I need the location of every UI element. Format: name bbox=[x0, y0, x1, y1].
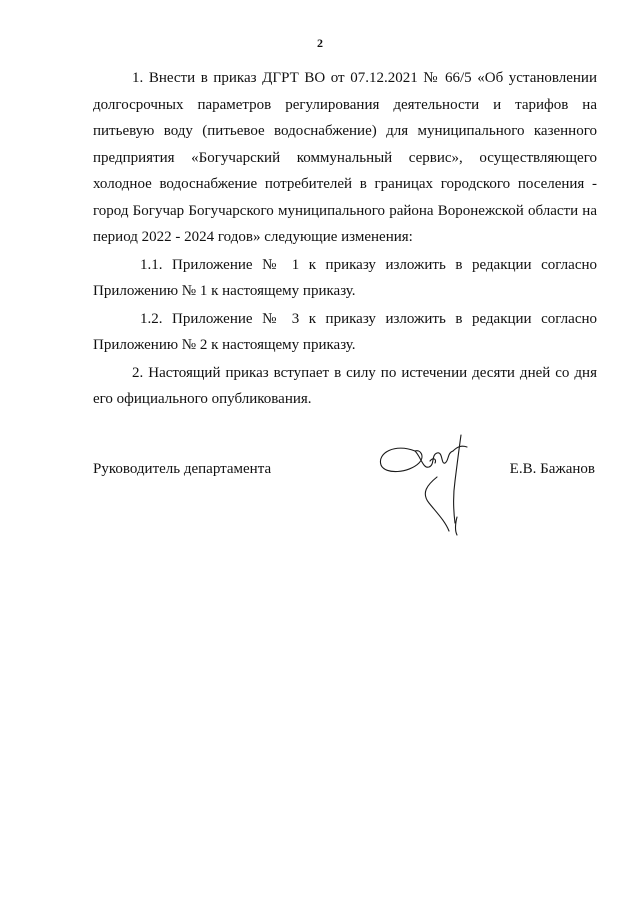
page-number: 2 bbox=[317, 36, 323, 50]
signature-block bbox=[93, 461, 597, 561]
paragraph-1: 1. Внести в приказ ДГРТ ВО от 07.12.2021 № 66/5 «Об установлении долгосрочных параметров регулирования деятельности и тарифов на питьевую воду (питьевое водоснабжение) для муниципального казенного предприятия «Богучарский коммунальный сервис», осуществляющего холодное водоснабжение потребителей в границах городского поселения - город Богучар Богучарского муниципального района Воронежской области на период 2022 - 2024 годов» следующие изменения: bbox=[93, 70, 597, 245]
paragraph-2: 2. Настоящий приказ вступает в силу по истечении десяти дней со дня его официального опубликования. bbox=[93, 364, 597, 407]
signer-title: Руководитель департамента bbox=[93, 461, 272, 477]
paragraph-1-1: 1.1. Приложение № 1 к приказу изложить в редакции согласно Приложению № 1 к настоящему приказу. bbox=[93, 256, 597, 299]
signer-name: Е.В. Бажанов bbox=[509, 461, 595, 477]
handwritten-signature-icon bbox=[375, 433, 485, 538]
document-body bbox=[93, 65, 597, 413]
paragraph-1-2: 1.2. Приложение № 3 к приказу изложить в редакции согласно Приложению № 2 к настоящему приказу. bbox=[93, 310, 597, 353]
